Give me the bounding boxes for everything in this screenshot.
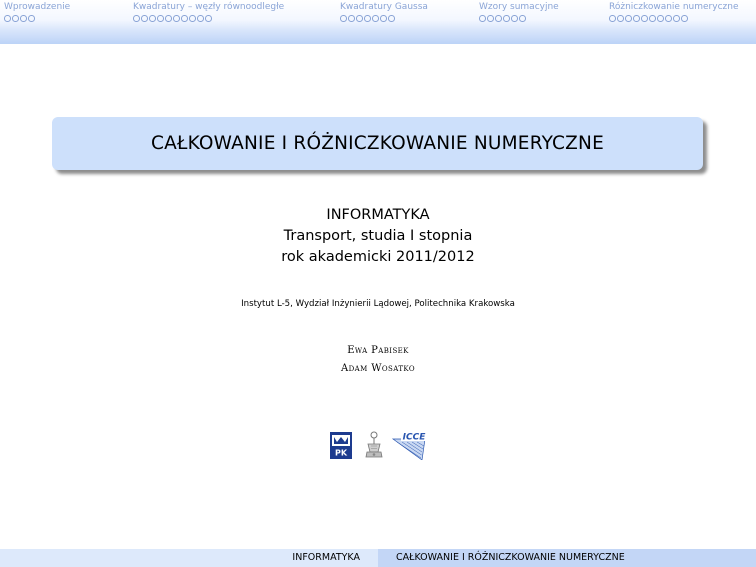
nav-frame-dot[interactable]	[511, 15, 518, 22]
nav-dots	[340, 15, 428, 22]
nav-section-label[interactable]: Kwadratury Gaussa	[340, 2, 428, 12]
footer-left-panel	[0, 549, 378, 567]
nav-frame-dot[interactable]	[681, 15, 688, 22]
nav-frame-dot[interactable]	[479, 15, 486, 22]
nav-frame-dot[interactable]	[12, 15, 19, 22]
subtitle-academic-year: rok akademicki 2011/2012	[281, 249, 475, 265]
nav-section-wzory-sumacyjne[interactable]	[479, 2, 559, 22]
nav-frame-dot[interactable]	[141, 15, 148, 22]
nav-frame-dot[interactable]	[173, 15, 180, 22]
nav-frame-dot[interactable]	[641, 15, 648, 22]
nav-frame-dot[interactable]	[657, 15, 664, 22]
author-name: Ewa Pabisek	[347, 345, 409, 356]
title-box	[52, 117, 703, 170]
author-name: Adam Wosatko	[341, 363, 415, 374]
nav-frame-dot[interactable]	[519, 15, 526, 22]
footer-bar	[0, 549, 756, 567]
pk-logo	[330, 432, 352, 459]
nav-section-label[interactable]: Wprowadzenie	[4, 2, 71, 12]
nav-frame-dot[interactable]	[340, 15, 347, 22]
icce-logo-text: ICCE	[402, 432, 426, 443]
nav-frame-dot[interactable]	[4, 15, 11, 22]
nav-frame-dot[interactable]	[28, 15, 35, 22]
nav-frame-dot[interactable]	[487, 15, 494, 22]
footer-title: CAŁKOWANIE I RÓŻNICZKOWANIE NUMERYCZNE	[396, 552, 625, 563]
nav-frame-dot[interactable]	[356, 15, 363, 22]
nav-section-wprowadzenie[interactable]	[4, 2, 70, 22]
nav-frame-dot[interactable]	[617, 15, 624, 22]
nav-frame-dot[interactable]	[609, 15, 616, 22]
nav-dots	[4, 15, 70, 22]
nav-frame-dot[interactable]	[189, 15, 196, 22]
nav-frame-dot[interactable]	[157, 15, 164, 22]
nav-section-label[interactable]: Różniczkowanie numeryczne	[609, 2, 739, 12]
nav-section-label[interactable]: Kwadratury – węzły równoodległe	[133, 2, 285, 12]
nav-frame-dot[interactable]	[348, 15, 355, 22]
nav-dots	[133, 15, 284, 22]
nav-frame-dot[interactable]	[625, 15, 632, 22]
nav-frame-dot[interactable]	[20, 15, 27, 22]
nav-frame-dot[interactable]	[165, 15, 172, 22]
subtitle-program: Transport, studia I stopnia	[283, 228, 473, 244]
nav-section-label[interactable]: Wzory sumacyjne	[479, 2, 559, 12]
nav-frame-dot[interactable]	[388, 15, 395, 22]
navigation-bar	[0, 0, 756, 44]
nav-dots	[479, 15, 559, 22]
nav-frame-dot[interactable]	[665, 15, 672, 22]
nav-frame-dot[interactable]	[205, 15, 212, 22]
nav-frame-dot[interactable]	[364, 15, 371, 22]
nav-frame-dot[interactable]	[495, 15, 502, 22]
crest-logo	[365, 430, 383, 460]
nav-frame-dot[interactable]	[503, 15, 510, 22]
icce-logo	[392, 431, 430, 460]
nav-frame-dot[interactable]	[673, 15, 680, 22]
nav-frame-dot[interactable]	[197, 15, 204, 22]
presentation-title: CAŁKOWANIE I RÓŻNICZKOWANIE NUMERYCZNE	[151, 133, 604, 154]
nav-section-kwadratury-rownoodlegle[interactable]	[133, 2, 284, 22]
nav-frame-dot[interactable]	[133, 15, 140, 22]
nav-frame-dot[interactable]	[380, 15, 387, 22]
subtitle-course: INFORMATYKA	[326, 207, 430, 223]
nav-section-kwadratury-gaussa[interactable]	[340, 2, 428, 22]
nav-frame-dot[interactable]	[633, 15, 640, 22]
footer-course-name: INFORMATYKA	[292, 552, 360, 563]
nav-frame-dot[interactable]	[181, 15, 188, 22]
nav-dots	[609, 15, 739, 22]
nav-frame-dot[interactable]	[372, 15, 379, 22]
nav-frame-dot[interactable]	[649, 15, 656, 22]
nav-frame-dot[interactable]	[149, 15, 156, 22]
nav-section-rozniczkowanie[interactable]	[609, 2, 739, 22]
pk-logo-text: PK	[334, 448, 348, 458]
institute-affiliation: Instytut L-5, Wydział Inżynierii Lądowej, Politechnika Krakowska	[241, 299, 515, 309]
